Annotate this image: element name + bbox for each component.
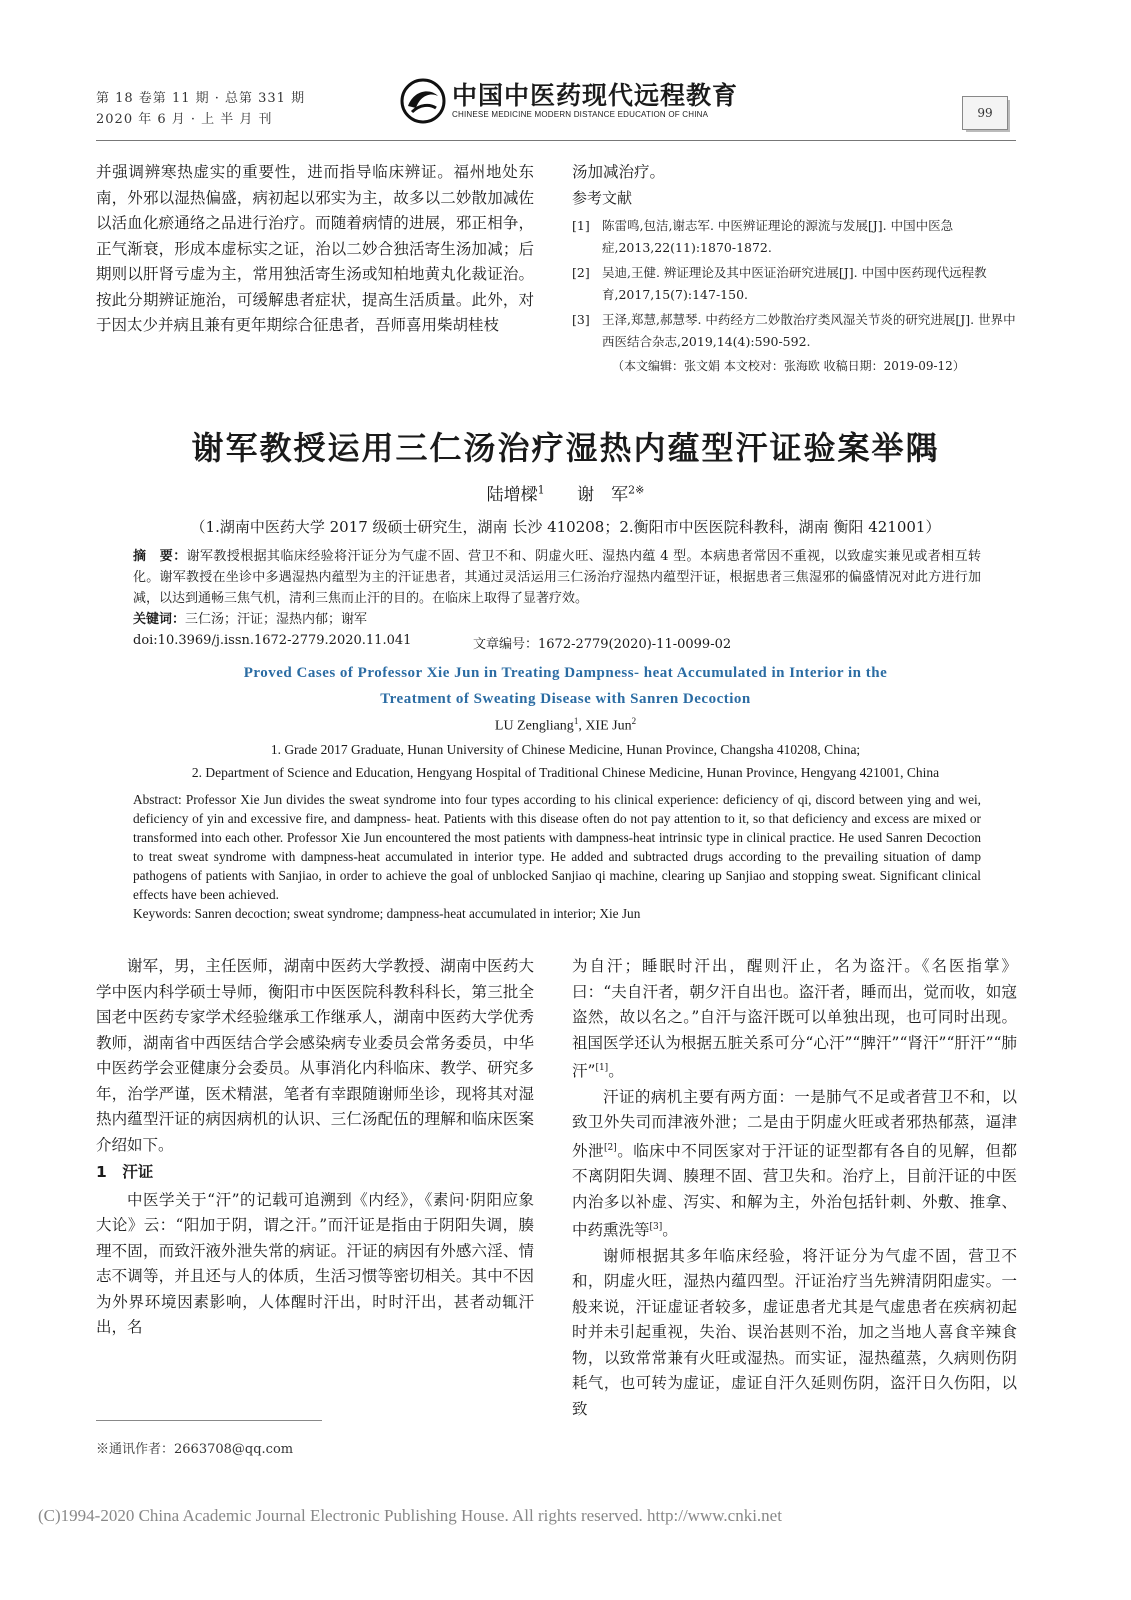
page-number: 99 [962, 96, 1008, 130]
body-paragraph: 为自汗；睡眠时汗出，醒则汗止，名为盗汗。《名医指掌》曰：“夫自汗者，朝夕汗自出也。盗汗者，睡而出，觉而收，如寇盗然，故以名之。”自汗与盗汗既可以单独出现，也可同时出现。祖国医学还认为根据五脏关系可分“心汗”“脾汗”“肾汗”“肝汗”“肺汗”[1]。 [572, 957, 1017, 1081]
author-2: 谢 军 [577, 485, 629, 505]
chinese-abstract [133, 546, 981, 630]
editor-info: （本文编辑：张文娟 本文校对：张海欧 收稿日期：2019-09-12） [612, 358, 965, 373]
corresponding-author-footnote: ※通讯作者：2663708@qq.com [96, 1442, 294, 1457]
journal-name-en: CHINESE MEDICINE MODERN DISTANCE EDUCATION OF CHINA [452, 110, 709, 119]
footnote-rule [96, 1420, 322, 1421]
section-heading: 1 汗证 [96, 1163, 154, 1181]
prev-article-right-column [572, 160, 1017, 377]
abstract-text: 谢军教授根据其临床经验将汗证分为气虚不固、营卫不和、阴虚火旺、湿热内蕴 4 型。本病患者常因不重视，以致虚实兼见或者相互转化。谢军教授在坐诊中多遇湿热内蕴型为主的汗证患者，其通过灵活运用三仁汤治疗湿热内蕴型汗证，根据患者三焦湿邪的偏盛情况对此方进行加减，以达到通畅三焦气机，清利三焦而止汗的目的。在临床上取得了显著疗效。 [133, 549, 981, 606]
reference-list [572, 215, 1017, 353]
abstract-label: 摘 要： [133, 549, 187, 564]
issue-info [96, 88, 305, 130]
article-number: 文章编号：1672-2779(2020)-11-0099-02 [473, 637, 732, 652]
doi: doi:10.3969/j.issn.1672-2779.2020.11.041 [133, 633, 412, 648]
english-affiliation-1: 1. Grade 2017 Graduate, Hunan University of Chinese Medicine, Hunan Province, Changsha 410208, China; [270, 742, 861, 757]
english-affiliation-2: 2. Department of Science and Education, Hengyang Hospital of Traditional Chinese Medicine, Hunan Province, Hengyang 421001, China [191, 765, 940, 780]
body-paragraph: 谢师根据其多年临床经验，将汗证分为气虚不固，营卫不和，阴虚火旺，湿热内蕴四型。汗证治疗当先辨清阴阳虚实。一般来说，汗证虚证者较多，虚证患者尤其是气虚患者在疾病初起时并未引起重视，失治、误治甚则不治，加之当地人喜食辛辣食物，以致常常兼有火旺或湿热。而实证，湿热蕴蒸，久病则伤阴耗气，也可转为虚证，虚证自汗久延则伤阴，盗汗日久伤阳，以致 [572, 1246, 1017, 1418]
citation: [1] [595, 1063, 609, 1073]
journal-name-cn: 中国中医药现代远程教育 [452, 81, 739, 110]
author-1: 陆增樑 [486, 485, 538, 505]
journal-emblem-icon [400, 78, 446, 124]
journal-logo [400, 76, 739, 132]
article-authors: 陆增樑$^1$ 谢 军$^{2※}$ [486, 483, 645, 505]
copyright-watermark: (C)1994-2020 China Academic Journal Electronic Publishing House. All rights reserved. http://www.cnki.net [38, 1506, 782, 1525]
issue-line-1: 第 18 卷第 11 期 · 总第 331 期 [96, 91, 306, 106]
article-title: 谢军教授运用三仁汤治疗湿热内蕴型汗证验案举隅 [191, 429, 940, 467]
keywords-text: 三仁汤；汗证；湿热内郁；谢军 [185, 612, 368, 627]
body-paragraph: 谢军，男，主任医师，湖南中医药大学教授、湖南中医药大学中医内科学硕士导师，衡阳市中医医院科教科科长，第三批全国老中医药专家学术经验继承工作继承人，湖南中医药大学优秀教师，湖南省中西医结合学会感染病专业委员会常务委员，中华中医药学会亚健康分会委员。从事消化内科临床、教学、研究多年，治学严谨，医术精湛，笔者有幸跟随谢师坐诊，现将其对湿热内蕴型汗证的病因病机的认识、三仁汤配伍的理解和临床医案介绍如下。 [96, 957, 534, 1154]
body-left-column [96, 954, 534, 1341]
issue-line-2: 2020 年 6 月 · 上 半 月 刊 [96, 112, 273, 127]
reference-item: [3] 王泽,郑慧,郝慧琴. 中药经方二妙散治疗类风湿关节炎的研究进展[J]. 世界中西医结合杂志,2019,14(4):590-592. [572, 311, 1016, 349]
english-keywords: Keywords: Sanren decoction; sweat syndrome; dampness-heat accumulated in interior; Xie Jun [133, 906, 641, 921]
english-title: Proved Cases of Professor Xie Jun in Treating Dampness- heat Accumulated in Interior in the Treatment of Sweating Disease with Sanren Decoction [243, 665, 888, 707]
references-heading: 参考文献 [572, 188, 633, 207]
keywords-label: 关键词： [133, 612, 186, 627]
body-paragraph: 中医学关于“汗”的记载可追溯到《内经》，《素问·阴阳应象大论》云：“阳加于阴，谓之汗。”而汗证是指由于阴阳失调，腠理不固，而致汗液外泄失常的病证。汗证的病因有外感六淫、情志不调等，并且还与人的体质，生活习惯等密切相关。其中不因为外界环境因素影响，人体醒时汗出，时时汗出，甚者动辄汗出，名 [96, 1190, 534, 1336]
english-abstract [133, 790, 981, 923]
header-rule [96, 140, 1016, 141]
doi-line [133, 633, 981, 652]
body-paragraph: 汗证的病机主要有两方面：一是肺气不足或者营卫不和，以致卫外失司而津液外泄；二是由于阴虚火旺或者邪热郁蒸，逼津外泄[2]。临床中不同医家对于汗证的证型都有各自的见解，但都不离阴阳失调、腠理不固、营卫失和。治疗上，目前汗证的中医内治多以补虚、泻实、和解为主，外治包括针刺、外敷、推拿、中药熏洗等[3]。 [572, 1087, 1017, 1240]
prev-article-left-column [96, 160, 534, 339]
citation: [3] [649, 1222, 663, 1233]
prev-article-text: 并强调辨寒热虚实的重要性，进而指导临床辨证。福州地处东南，外邪以湿热偏盛，病初起以邪实为主，故多以二妙散加减佐以活血化瘀通络之品进行治疗。而随着病情的进展，邪正相争，正气渐衰，形成本虚标实之证，治以二妙合独活寄生汤加减；后期则以肝肾亏虚为主，常用独活寄生汤或知柏地黄丸化裁证治。按此分期辨证施治，可缓解患者症状，提高生活质量。此外，对于因太少并病且兼有更年期综合征患者，吾师喜用柴胡桂枝 [96, 163, 534, 334]
reference-item: [2] 吴迪,王健. 辨证理论及其中医证治研究进展[J]. 中国中医药现代远程教育,2017,15(7):147-150. [572, 264, 987, 302]
body-right-column [572, 954, 1017, 1422]
author-affiliations: （1.湖南中医药大学 2017 级硕士研究生，湖南 长沙 410208；2.衡阳市中医医院科教科，湖南 衡阳 421001） [190, 518, 941, 536]
prev-article-text-end: 汤加减治疗。 [572, 163, 666, 181]
english-abstract-text: Abstract: Professor Xie Jun divides the sweat syndrome into four types according to his clinical experience: deficiency of qi, discord between ying and wei, deficiency of yin and excessive fire, and dampness- heat. Patients with this disease often do not pay attention to it, so that deficiency and excess are mixed or transformed into each other. Professor Xie Jun encountered the most patients with dampness-heat intrinsic type in clinical practice. He used Sanren Decoction to treat sweat syndrome with dampness-heat accumulated in interior type. He added and subtracted drugs according to the prevailing situation of damp pathogens of patients with Sanjiao, in order to achieve the goal of unblocked Sanjiao qi machine, clearing up Sanjiao and stopping sweat. Significant clinical effects have been achieved. [133, 792, 981, 902]
reference-item: [1] 陈雷鸣,包洁,谢志军. 中医辨证理论的源流与发展[J]. 中国中医急症,2013,22(11):1870-1872. [572, 217, 954, 255]
english-authors: LU Zengliang$^1$, XIE Jun$^2$ [494, 716, 637, 734]
citation: [2] [604, 1142, 617, 1153]
